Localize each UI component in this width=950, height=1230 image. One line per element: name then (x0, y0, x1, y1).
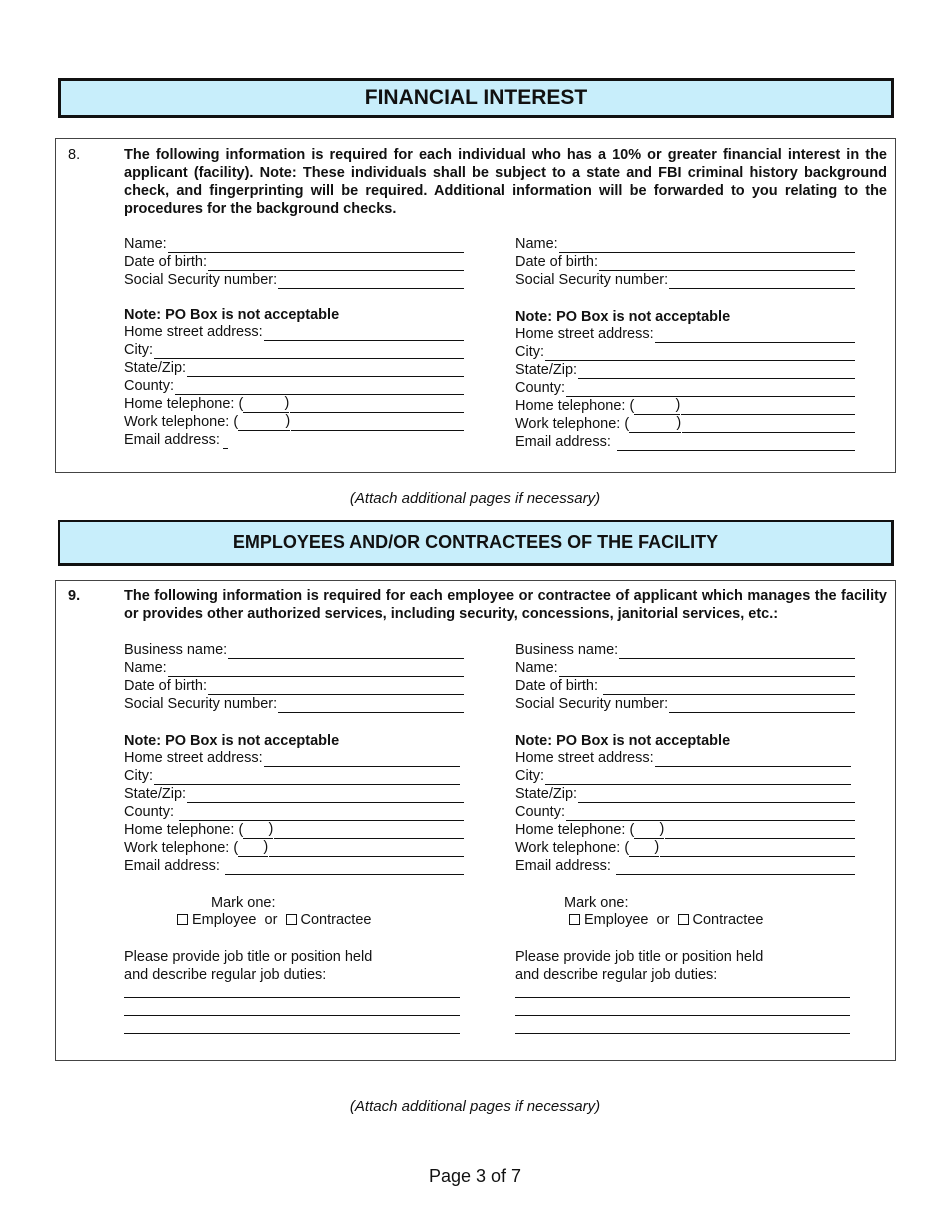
email-field[interactable] (225, 860, 464, 875)
ssn-label: Social Security number: (124, 272, 278, 288)
address-field[interactable] (264, 326, 464, 341)
county-field[interactable] (179, 806, 464, 821)
work-phone-field[interactable] (660, 842, 855, 857)
contractee-checkbox[interactable] (678, 914, 689, 925)
county-label: County: (515, 380, 565, 396)
work-phone-field[interactable] (269, 842, 464, 857)
email-label: Email address: (124, 432, 220, 448)
ssn-field[interactable] (669, 698, 855, 713)
paren-close: ) (263, 839, 269, 855)
ssn-field[interactable] (278, 698, 464, 713)
county-field[interactable] (175, 380, 464, 395)
city-field[interactable] (154, 770, 460, 785)
address-label: Home street address: (124, 750, 263, 766)
paren-close: ) (268, 821, 274, 837)
name-field[interactable] (559, 662, 855, 677)
city-label: City: (515, 768, 544, 784)
city-label: City: (124, 342, 153, 358)
mark-one-label: Mark one: (211, 895, 276, 911)
financial-interest-box (55, 138, 896, 473)
ssn-field[interactable] (669, 274, 855, 289)
home-phone-label: Home telephone: ( (124, 396, 244, 412)
paren-close: ) (675, 397, 681, 413)
dob-label: Date of birth: (515, 254, 599, 270)
work-phone-label: Work telephone: ( (124, 840, 239, 856)
email-field[interactable] (617, 436, 855, 451)
county-label: County: (124, 804, 174, 820)
employees-contractees-box (55, 580, 896, 1061)
work-phone-area-code[interactable] (238, 412, 290, 431)
city-field[interactable] (154, 344, 464, 359)
home-phone-field[interactable] (665, 824, 855, 839)
email-label: Email address: (515, 434, 611, 450)
address-label: Home street address: (515, 750, 654, 766)
attach-note: (Attach additional pages if necessary) (349, 490, 601, 507)
work-phone-area-code[interactable] (238, 838, 268, 857)
job-title-prompt-2: and describe regular job duties: (124, 967, 327, 983)
county-label: County: (515, 804, 565, 820)
job-duties-line-3[interactable] (515, 1033, 850, 1034)
name-label: Name: (515, 660, 558, 676)
job-title-prompt-1: Please provide job title or position held (515, 949, 764, 965)
home-phone-area-code[interactable] (243, 820, 273, 839)
financial-interest-instructions: The following information is required for each individual who has a 10% or greater financial interest in the applicant (facility). Note: These individuals shall be subject to a state and FBI criminal history background check, and fingerprinting will be required. Additional information will be forwarded to you relating to the procedures for the background checks. (124, 147, 887, 217)
ssn-label: Social Security number: (515, 696, 669, 712)
business-name-label: Business name: (515, 642, 619, 658)
city-field[interactable] (545, 346, 855, 361)
home-phone-field[interactable] (681, 400, 855, 415)
address-label: Home street address: (124, 324, 263, 340)
ssn-label: Social Security number: (124, 696, 278, 712)
employee-option-label: Employee (192, 912, 257, 928)
email-label: Email address: (124, 858, 220, 874)
home-phone-area-code[interactable] (634, 820, 664, 839)
state-zip-label: State/Zip: (515, 362, 578, 378)
email-field[interactable] (223, 434, 228, 449)
job-duties-line-2[interactable] (124, 1015, 460, 1016)
po-box-note: Note: PO Box is not acceptable (515, 309, 731, 325)
dob-field[interactable] (599, 256, 855, 271)
job-duties-line-1[interactable] (124, 997, 460, 998)
county-label: County: (124, 378, 174, 394)
employee-checkbox[interactable] (569, 914, 580, 925)
work-phone-area-code[interactable] (629, 838, 659, 857)
city-label: City: (515, 344, 544, 360)
dob-field[interactable] (208, 680, 464, 695)
email-field[interactable] (616, 860, 855, 875)
work-phone-label: Work telephone: ( (515, 840, 630, 856)
address-field[interactable] (655, 328, 855, 343)
po-box-note: Note: PO Box is not acceptable (124, 733, 340, 749)
or-text: or (264, 912, 278, 928)
name-label: Name: (515, 236, 558, 252)
contractee-option-label: Contractee (692, 912, 764, 928)
job-title-prompt-1: Please provide job title or position held (124, 949, 373, 965)
work-phone-field[interactable] (682, 418, 855, 433)
item-number: 8. (68, 147, 81, 163)
dob-field[interactable] (603, 680, 855, 695)
home-phone-label: Home telephone: ( (515, 822, 635, 838)
city-label: City: (124, 768, 153, 784)
page-number: Page 3 of 7 (428, 1166, 522, 1186)
business-name-field[interactable] (619, 644, 855, 659)
worker-type-options (569, 911, 763, 929)
po-box-note: Note: PO Box is not acceptable (515, 733, 731, 749)
job-duties-line-1[interactable] (515, 997, 850, 998)
mark-one-label: Mark one: (564, 895, 629, 911)
worker-type-options (177, 911, 371, 929)
dob-label: Date of birth: (124, 678, 208, 694)
home-phone-field[interactable] (274, 824, 464, 839)
employees-instructions: The following information is required for each employee or contractee of applicant which manages the facility or provides other authorized services, including security, concessions, janitorial services, etc.: (124, 588, 887, 622)
address-label: Home street address: (515, 326, 654, 342)
paren-close: ) (654, 839, 660, 855)
paren-close: ) (284, 395, 290, 411)
ssn-label: Social Security number: (515, 272, 669, 288)
state-zip-label: State/Zip: (515, 786, 578, 802)
paren-close: ) (659, 821, 665, 837)
work-phone-field[interactable] (291, 416, 464, 431)
home-phone-area-code[interactable] (243, 394, 289, 413)
state-zip-label: State/Zip: (124, 786, 187, 802)
item-number: 9. (68, 588, 81, 604)
address-field[interactable] (264, 752, 460, 767)
contractee-option-label: Contractee (300, 912, 372, 928)
name-label: Name: (124, 660, 167, 676)
job-duties-line-3[interactable] (124, 1033, 460, 1034)
state-zip-field[interactable] (578, 788, 855, 803)
name-field[interactable] (168, 662, 464, 677)
home-phone-label: Home telephone: ( (515, 398, 635, 414)
home-phone-field[interactable] (290, 398, 464, 413)
state-zip-field[interactable] (187, 362, 464, 377)
job-duties-line-2[interactable] (515, 1015, 850, 1016)
section-header-employees-contractees: EMPLOYEES AND/OR CONTRACTEES OF THE FACILITY (58, 520, 894, 566)
section-header-financial-interest: FINANCIAL INTEREST (58, 78, 894, 118)
name-field[interactable] (168, 238, 464, 253)
dob-label: Date of birth: (124, 254, 208, 270)
state-zip-field[interactable] (578, 364, 855, 379)
po-box-note: Note: PO Box is not acceptable (124, 307, 340, 323)
dob-label: Date of birth: (515, 678, 599, 694)
county-field[interactable] (566, 382, 855, 397)
employee-option-label: Employee (584, 912, 649, 928)
state-zip-label: State/Zip: (124, 360, 187, 376)
home-phone-label: Home telephone: ( (124, 822, 244, 838)
county-field[interactable] (566, 806, 855, 821)
paren-close: ) (676, 415, 682, 431)
state-zip-field[interactable] (187, 788, 464, 803)
name-field[interactable] (559, 238, 855, 253)
work-phone-label: Work telephone: ( (124, 414, 239, 430)
city-field[interactable] (545, 770, 851, 785)
paren-close: ) (285, 413, 291, 429)
home-phone-area-code[interactable] (634, 396, 680, 415)
dob-field[interactable] (208, 256, 464, 271)
business-name-field[interactable] (228, 644, 464, 659)
address-field[interactable] (655, 752, 851, 767)
name-label: Name: (124, 236, 167, 252)
contractee-checkbox[interactable] (286, 914, 297, 925)
or-text: or (656, 912, 670, 928)
work-phone-label: Work telephone: ( (515, 416, 630, 432)
ssn-field[interactable] (278, 274, 464, 289)
business-name-label: Business name: (124, 642, 228, 658)
job-title-prompt-2: and describe regular job duties: (515, 967, 718, 983)
attach-note: (Attach additional pages if necessary) (349, 1098, 601, 1115)
employee-checkbox[interactable] (177, 914, 188, 925)
email-label: Email address: (515, 858, 611, 874)
work-phone-area-code[interactable] (629, 414, 681, 433)
